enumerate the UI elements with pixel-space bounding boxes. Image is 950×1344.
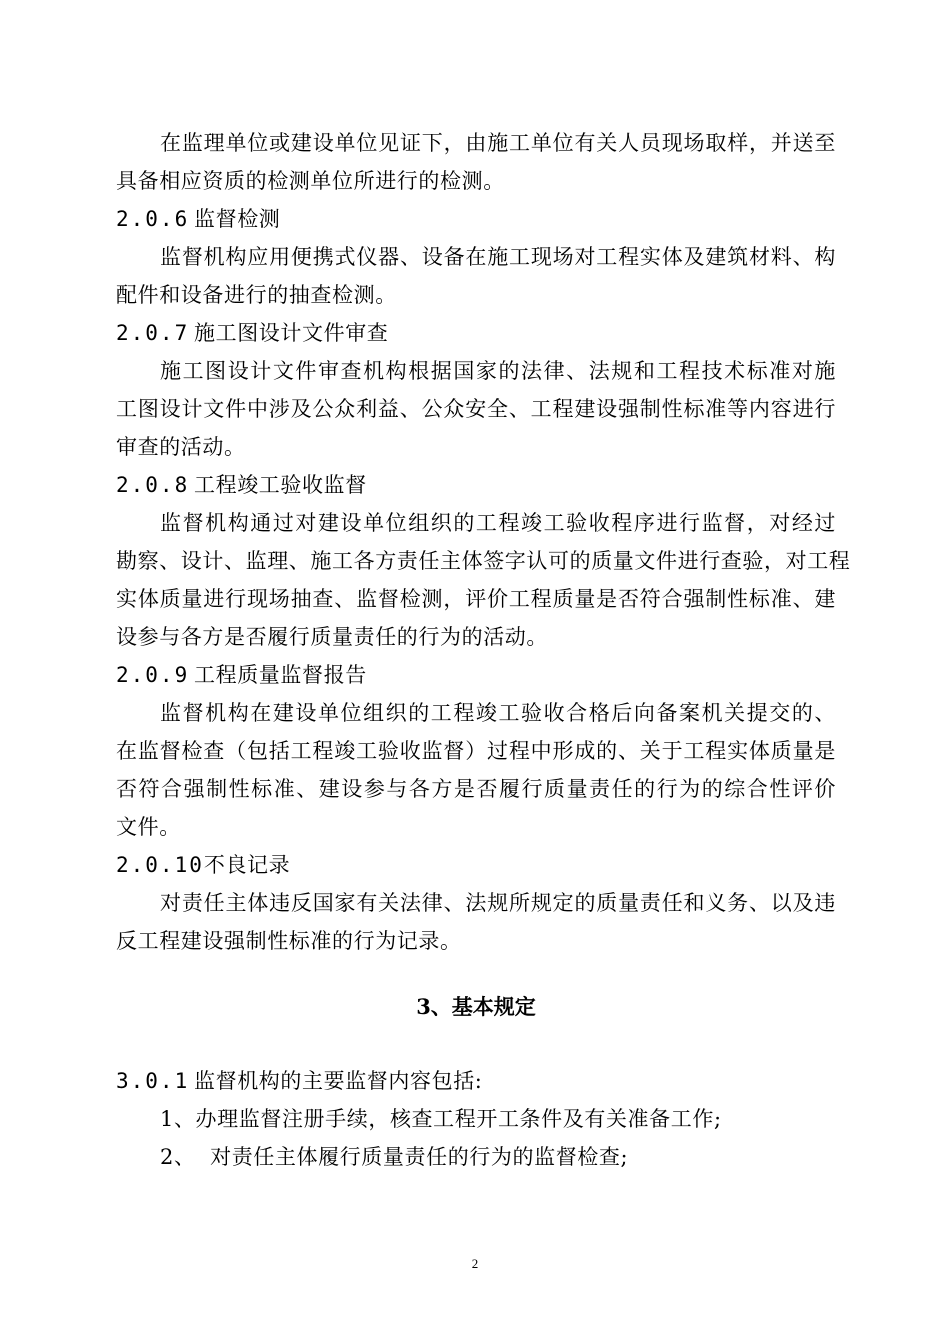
list-item: 2、 对责任主体履行质量责任的行为的监督检查; [160,1145,629,1169]
paragraph-line: 对责任主体违反国家有关法律、法规所规定的质量责任和义务、以及违 [160,891,836,915]
section-heading-2-0-8 [116,466,836,504]
section-heading-2-0-7 [116,314,836,352]
section-number: 2.0.9 [116,663,190,687]
chapter-heading: 3、基本规定 [416,994,536,1019]
section-title: 施工图设计文件审查 [194,321,389,345]
paragraph-line: 施工图设计文件审查机构根据国家的法律、法规和工程技术标准对施 [160,359,836,383]
section-number: 2.0.10 [116,853,204,877]
spacer [116,1026,836,1062]
page-body [116,124,851,1176]
paragraph-line: 否符合强制性标准、建设参与各方是否履行质量责任的行为的综合性评价 [116,777,836,801]
paragraph-line: 设参与各方是否履行质量责任的行为的活动。 [116,625,548,649]
paragraph-line: 配件和设备进行的抽查检测。 [116,283,397,307]
section-title: 监督机构的主要监督内容包括: [194,1069,483,1093]
section-number: 2.0.8 [116,473,190,497]
paragraph-line: 审查的活动。 [116,435,246,459]
paragraph-line: 在监督检查（包括工程竣工验收监督）过程中形成的、关于工程实体质量是 [116,739,836,763]
section-heading-2-0-6 [116,200,836,238]
section-title: 监督检测 [194,207,281,231]
section-number: 2.0.7 [116,321,190,345]
paragraph-line: 具备相应资质的检测单位所进行的检测。 [116,169,505,193]
paragraph-line: 监督机构通过对建设单位组织的工程竣工验收程序进行监督，对经过 [160,511,836,535]
spacer [116,960,836,988]
section-heading-2-0-10 [116,846,836,884]
paragraph-line: 监督机构在建设单位组织的工程竣工验收合格后向备案机关提交的、 [160,701,836,725]
paragraph-line: 工图设计文件中涉及公众利益、公众安全、工程建设强制性标准等内容进行 [116,397,836,421]
paragraph-line: 在监理单位或建设单位见证下，由施工单位有关人员现场取样，并送至 [160,131,836,155]
section-heading-3-0-1 [116,1062,836,1100]
paragraph-line: 勘察、设计、监理、施工各方责任主体签字认可的质量文件进行查验，对工程 [116,549,851,573]
section-title: 工程竣工验收监督 [194,473,367,497]
section-title: 工程质量监督报告 [194,663,367,687]
paragraph-line: 实体质量进行现场抽查、监督检测，评价工程质量是否符合强制性标准、建 [116,587,836,611]
list-item: 1、办理监督注册手续，核查工程开工条件及有关准备工作; [160,1107,722,1131]
paragraph-line: 文件。 [116,815,181,839]
paragraph-line: 反工程建设强制性标准的行为记录。 [116,929,462,953]
page-number: 2 [471,1256,479,1271]
section-number: 2.0.6 [116,207,190,231]
section-title: 不良记录 [203,853,291,877]
section-heading-2-0-9 [116,656,836,694]
paragraph-line: 监督机构应用便携式仪器、设备在施工现场对工程实体及建筑材料、构 [160,245,836,269]
section-number: 3.0.1 [116,1069,190,1093]
